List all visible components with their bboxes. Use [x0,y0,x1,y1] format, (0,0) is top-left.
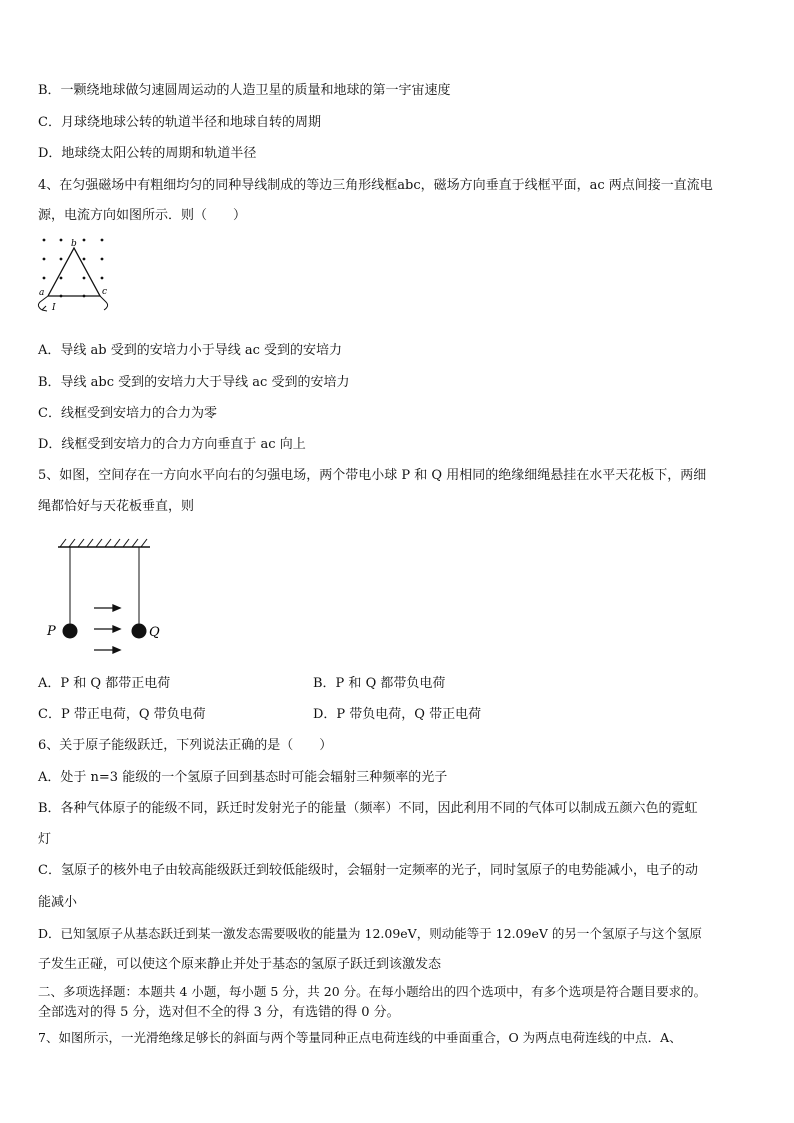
label-b: b [71,239,77,249]
label-c: c [102,287,108,297]
label-a: a [39,288,45,298]
ceiling-hatch [60,539,147,547]
label-p: P [47,624,56,639]
triangle-wire [48,248,100,296]
q4-option-a: A．导线 ab 受到的安培力小于导线 ac 受到的安培力 [38,343,343,358]
q6-option-c-line1: C．氢原子的核外电子由较高能级跃迁到较低能级时，会辐射一定频率的光子，同时氢原子的电势能减小，电子的动 [38,863,698,878]
q3-option-c: C．月球绕地球公转的轨道半径和地球自转的周期 [38,115,321,130]
q5-option-b: B．P 和 Q 都带负电荷 [313,676,446,691]
q6-option-b-line1: B．各种气体原子的能级不同，跃迁时发射光子的能量（频率）不同，因此利用不同的气体可以制成五颜六色的霓虹 [38,801,698,816]
q6-option-c-line2: 能减小 [38,895,78,910]
q5-option-a: A．P 和 Q 都带正电荷 [38,676,171,691]
q5-figure-charged-spheres [44,535,174,660]
q4-stem-line2: 源，电流方向如图所示．则（ ） [38,208,247,223]
q6-option-d-line1: D．已知氢原子从基态跃迁到某一激发态需要吸收的能量为 12.09eV，则动能等于 12.09eV 的另一个氢原子与这个氢原 [38,926,702,941]
section2-heading-line1: 二、多项选择题：本题共 4 小题，每小题 5 分，共 20 分。在每小题给出的四个选项中，有多个选项是符合题目要求的。 [38,984,707,999]
label-q: Q [149,625,160,640]
label-current-i: I [52,303,56,313]
q7-stem-line1: 7、如图所示，一光滑绝缘足够长的斜面与两个等量同种正点电荷连线的中垂面重合，O 为两点电荷连线的中点．A、 [38,1030,682,1045]
q5-option-d: D．P 带负电荷，Q 带正电荷 [313,707,482,722]
sphere-p [63,624,78,639]
q4-option-b: B．导线 abc 受到的安培力大于导线 ac 受到的安培力 [38,375,350,390]
current-lead-wire [38,296,107,310]
q6-option-a: A．处于 n=3 能级的一个氢原子回到基态时可能会辐射三种频率的光子 [38,770,448,785]
sphere-q [132,624,147,639]
q4-option-d: D．线框受到安培力的合力方向垂直于 ac 向上 [38,437,306,452]
q4-option-c: C．线框受到安培力的合力为零 [38,406,217,421]
q5-stem-line1: 5、如图，空间存在一方向水平向右的匀强电场，两个带电小球 P 和 Q 用相同的绝缘细绳悬挂在水平天花板下，两细 [38,468,707,483]
current-arrow-icon [42,306,47,311]
q6-option-d-line2: 子发生正碰，可以使这个原来静止并处于基态的氢原子跃迁到该激发态 [38,957,442,972]
q3-option-b: B．一颗绕地球做匀速圆周运动的人造卫星的质量和地球的第一宇宙速度 [38,83,451,98]
q5-option-c: C．P 带正电荷，Q 带负电荷 [38,707,206,722]
field-arrows-icon [94,605,120,653]
q3-option-d: D．地球绕太阳公转的周期和轨道半径 [38,146,257,161]
q4-figure-triangle-frame [36,232,116,317]
q6-option-b-line2: 灯 [38,832,52,847]
q4-stem-line1: 4、在匀强磁场中有粗细均匀的同种导线制成的等边三角形线框abc，磁场方向垂直于线框平面，ac 两点间接一直流电 [38,178,713,193]
q6-stem: 6、关于原子能级跃迁，下列说法正确的是（ ） [38,738,333,753]
q5-stem-line2: 绳都恰好与天花板垂直，则 [38,499,195,514]
section2-heading-line2: 全部选对的得 5 分，选对但不全的得 3 分，有选错的得 0 分。 [38,1005,400,1020]
